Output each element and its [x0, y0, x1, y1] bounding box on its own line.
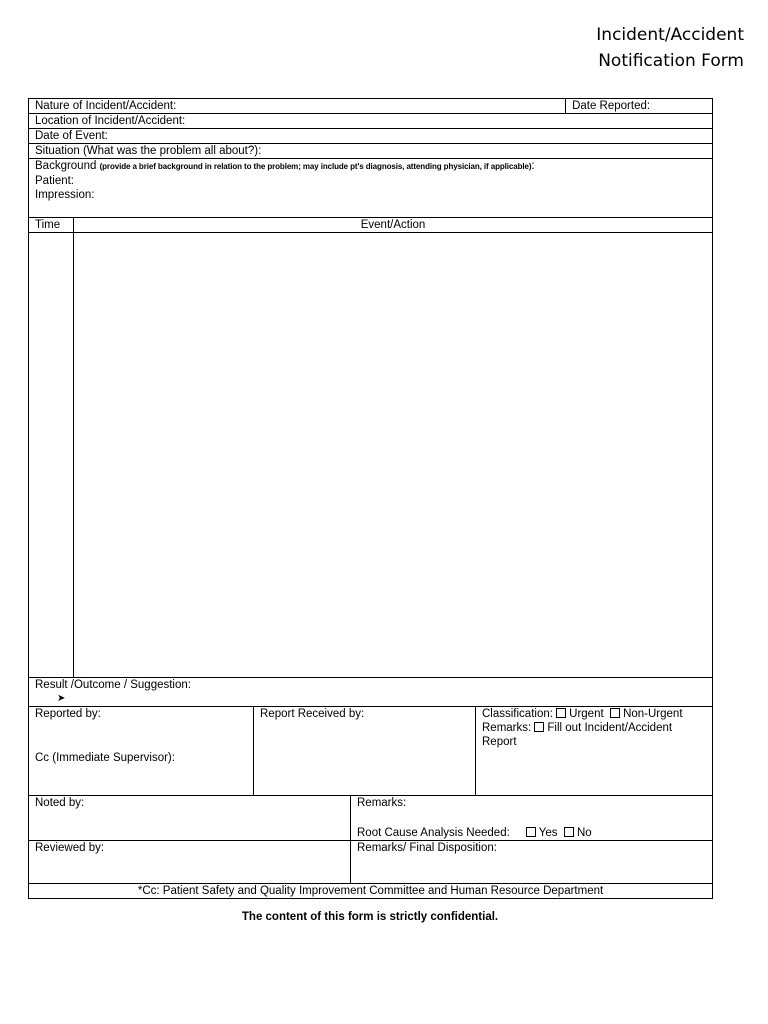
- background-heading: [35, 159, 706, 174]
- location-field[interactable]: [29, 114, 713, 129]
- reported-by-label: Reported by:: [35, 708, 101, 720]
- remarks-fill-field: [476, 721, 712, 794]
- event-header: Event/Action: [360, 219, 426, 231]
- fill-out-checkbox[interactable]: [534, 722, 544, 732]
- remarks-label: Remarks:: [357, 797, 407, 809]
- remarks-field[interactable]: [351, 796, 712, 826]
- classification-cell: [476, 707, 713, 796]
- final-disposition-field[interactable]: [351, 841, 713, 884]
- reported-cc-cell: [29, 707, 254, 796]
- date-reported-field[interactable]: [566, 99, 713, 114]
- classification-label: Classification:: [482, 708, 553, 720]
- noted-by-field[interactable]: [29, 796, 351, 841]
- urgent-label: Urgent: [569, 708, 604, 720]
- time-entry-area[interactable]: [29, 233, 74, 678]
- result-field[interactable]: [29, 678, 713, 707]
- form-title: [596, 22, 744, 74]
- report-received-label: Report Received by:: [260, 708, 365, 720]
- background-field[interactable]: [29, 159, 713, 218]
- rca-field: [351, 826, 712, 840]
- final-disposition-label: Remarks/ Final Disposition:: [357, 842, 497, 854]
- rca-no-checkbox[interactable]: [564, 827, 574, 837]
- rca-no-label: No: [576, 827, 592, 839]
- event-column-header: [74, 218, 713, 233]
- background-label: Background: [35, 160, 97, 172]
- form-title-line2: Notification Form: [598, 51, 744, 71]
- patient-label: Patient:: [35, 175, 74, 187]
- report-received-field[interactable]: [254, 707, 476, 796]
- non-urgent-checkbox[interactable]: [610, 708, 620, 718]
- remarks-fill-prefix: Remarks:: [482, 722, 532, 734]
- result-label: Result /Outcome / Suggestion:: [35, 679, 191, 691]
- classification-field: [476, 707, 712, 721]
- remarks-fill-text: Fill out Incident/Accident Report: [482, 722, 673, 748]
- noted-by-label: Noted by:: [35, 797, 85, 809]
- reported-cc-split: [29, 707, 253, 795]
- time-header: Time: [35, 219, 61, 231]
- time-column-header: [29, 218, 74, 233]
- urgent-checkbox[interactable]: [556, 708, 566, 718]
- result-bullet: ➤: [57, 693, 66, 704]
- situation-label: Situation (What was the problem all about?):: [35, 145, 262, 157]
- date-reported-label: Date Reported:: [572, 100, 651, 112]
- rca-label: Root Cause Analysis Needed:: [357, 827, 510, 839]
- rca-yes-checkbox[interactable]: [526, 827, 536, 837]
- reported-by-field[interactable]: [29, 707, 253, 751]
- nature-label: Nature of Incident/Accident:: [35, 100, 177, 112]
- reviewed-by-label: Reviewed by:: [35, 842, 105, 854]
- cc-footer-row: [29, 884, 713, 899]
- cc-label: Cc (Immediate Supervisor):: [35, 752, 175, 764]
- form-title-line1: Incident/Accident: [596, 25, 744, 45]
- cc-footer: *Cc: Patient Safety and Quality Improvement Committee and Human Resource Department: [137, 885, 604, 897]
- background-note: (provide a brief background in relation to the problem; may include pt's diagnosis, attending physician, if applicable): [99, 162, 532, 171]
- remarks-rca-split: [351, 796, 712, 840]
- background-colon: :: [531, 160, 535, 172]
- situation-field[interactable]: [29, 144, 713, 159]
- non-urgent-label: Non-Urgent: [623, 708, 683, 720]
- classification-split: [476, 707, 712, 794]
- confidential-notice: The content of this form is strictly confidential.: [241, 911, 499, 923]
- event-entry-area[interactable]: [74, 233, 713, 678]
- nature-field[interactable]: [29, 99, 566, 114]
- location-label: Location of Incident/Accident:: [35, 115, 186, 127]
- remarks-rca-cell: [351, 796, 713, 841]
- rca-yes-label: Yes: [538, 827, 558, 839]
- impression-label: Impression:: [35, 189, 95, 201]
- reviewed-by-field[interactable]: [29, 841, 351, 884]
- cc-field[interactable]: [29, 751, 253, 795]
- date-event-field[interactable]: [29, 129, 713, 144]
- incident-form: [28, 98, 713, 899]
- date-event-label: Date of Event:: [35, 130, 108, 142]
